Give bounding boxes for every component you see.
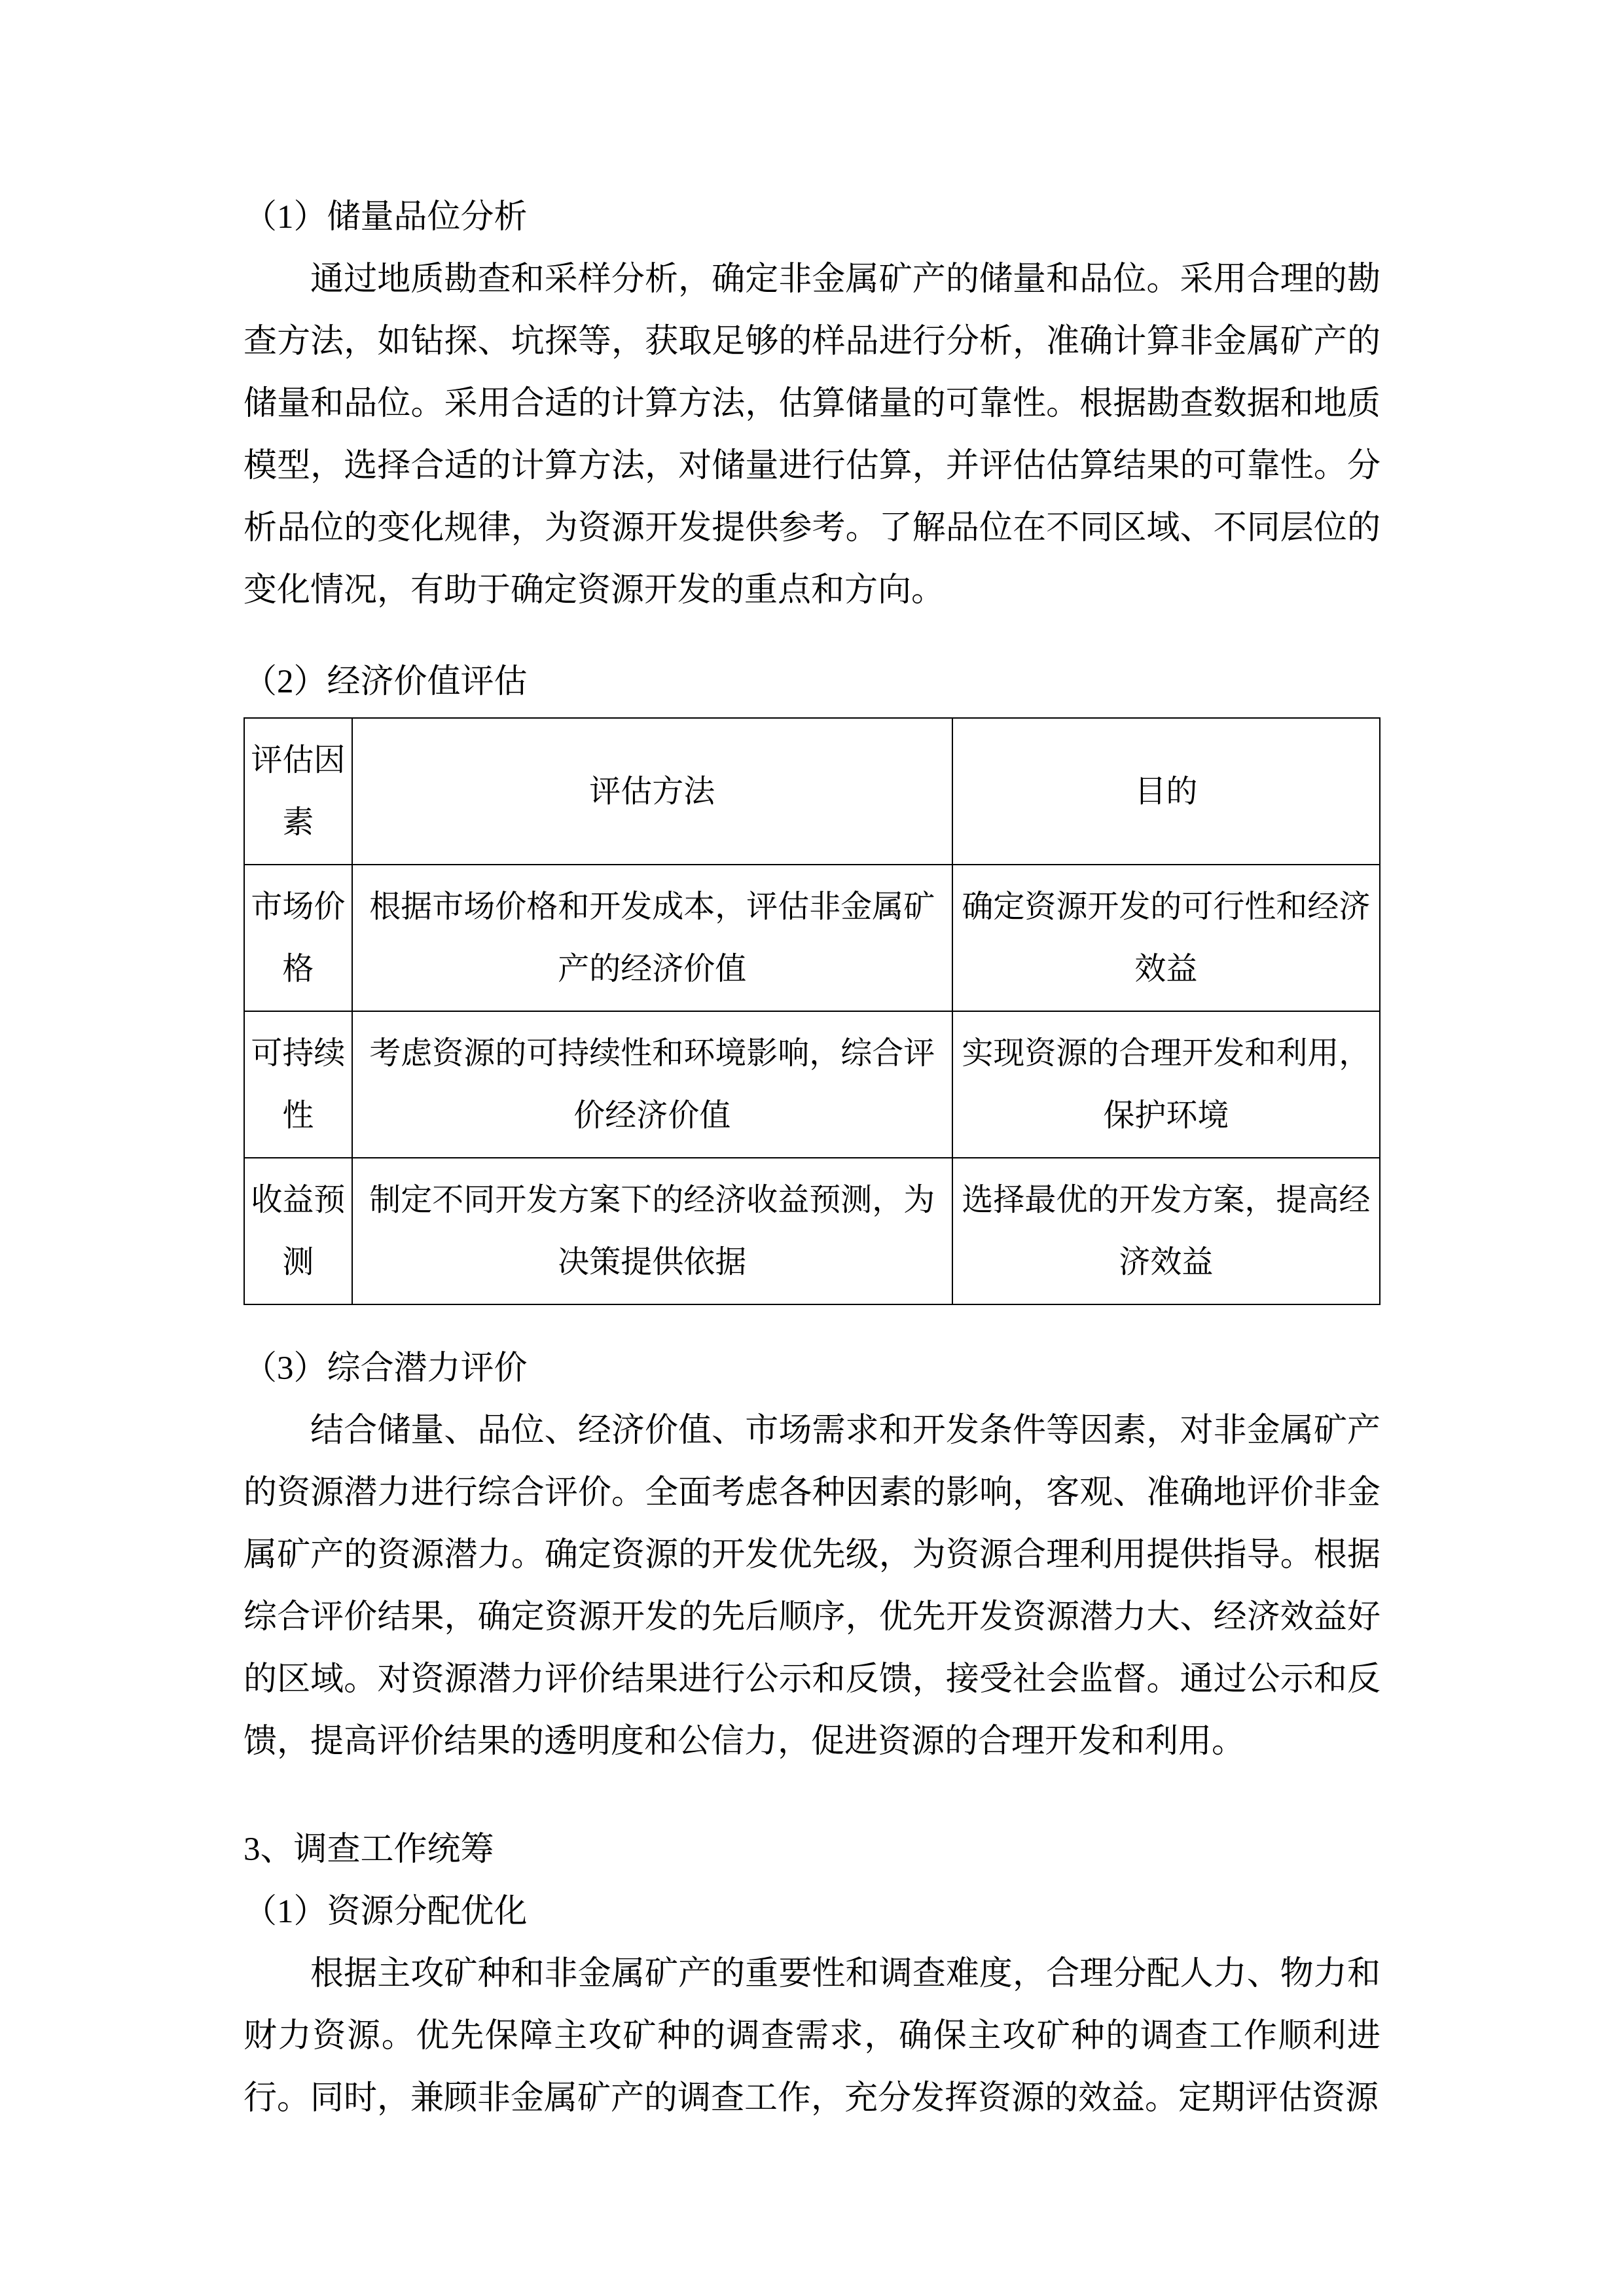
paragraph-resource-allocation-optimization: 根据主攻矿种和非金属矿产的重要性和调查难度，合理分配人力、物力和财力资源。优先保障主攻矿种的调查需求，确保主攻矿种的调查工作顺利进行。同时，兼顾非金属矿产的调查工作，充分发挥资源的效益。定期评估资源	[244, 1956, 1380, 2117]
heading-resource-allocation-optimization: （1）资源分配优化	[244, 1893, 528, 1930]
economic-evaluation-table	[244, 717, 1380, 1305]
table-cell-method: 制定不同开发方案下的经济收益预测，为决策提供依据	[352, 1158, 952, 1304]
heading-economic-value-evaluation: （2）经济价值评估	[244, 664, 528, 700]
table-cell-purpose: 实现资源的合理开发和利用，保护环境	[952, 1011, 1380, 1158]
table-row-market-price	[244, 865, 1380, 1011]
table-row-profit-forecast	[244, 1158, 1380, 1304]
table-cell-method: 根据市场价格和开发成本，评估非金属矿产的经济价值	[352, 865, 952, 1011]
table-cell-factor: 收益预测	[244, 1158, 352, 1304]
table-header-purpose: 目的	[952, 718, 1380, 865]
paragraph-reserve-grade-analysis: 通过地质勘查和采样分析，确定非金属矿产的储量和品位。采用合理的勘查方法，如钻探、坑探等，获取足够的样品进行分析，准确计算非金属矿产的储量和品位。采用合适的计算方法，估算储量的可靠性。根据勘查数据和地质模型，选择合适的计算方法，对储量进行估算，并评估估算结果的可靠性。分析品位的变化规律，为资源开发提供参考。了解品位在不同区域、不同层位的变化情况，有助于确定资源开发的重点和方向。	[244, 261, 1380, 609]
table-header-factor: 评估因素	[244, 718, 352, 865]
heading-survey-work-coordination: 3、调查工作统筹	[244, 1831, 494, 1868]
table-cell-purpose: 确定资源开发的可行性和经济效益	[952, 865, 1380, 1011]
table-header-method: 评估方法	[352, 718, 952, 865]
table-cell-purpose: 选择最优的开发方案，提高经济效益	[952, 1158, 1380, 1304]
paragraph-comprehensive-potential-evaluation: 结合储量、品位、经济价值、市场需求和开发条件等因素，对非金属矿产的资源潜力进行综合评价。全面考虑各种因素的影响，客观、准确地评价非金属矿产的资源潜力。确定资源的开发优先级，为资源合理利用提供指导。根据综合评价结果，确定资源开发的先后顺序，优先开发资源潜力大、经济效益好的区域。对资源潜力评价结果进行公示和反馈，接受社会监督。通过公示和反馈，提高评价结果的透明度和公信力，促进资源的合理开发和利用。	[244, 1412, 1380, 1760]
table-row-sustainability	[244, 1011, 1380, 1158]
table-cell-method: 考虑资源的可持续性和环境影响，综合评价经济价值	[352, 1011, 952, 1158]
heading-comprehensive-potential-evaluation: （3）综合潜力评价	[244, 1350, 528, 1387]
table-cell-factor: 可持续性	[244, 1011, 352, 1158]
table-cell-factor: 市场价格	[244, 865, 352, 1011]
heading-reserve-grade-analysis: （1）储量品位分析	[244, 199, 528, 236]
table-header-row	[244, 718, 1380, 865]
